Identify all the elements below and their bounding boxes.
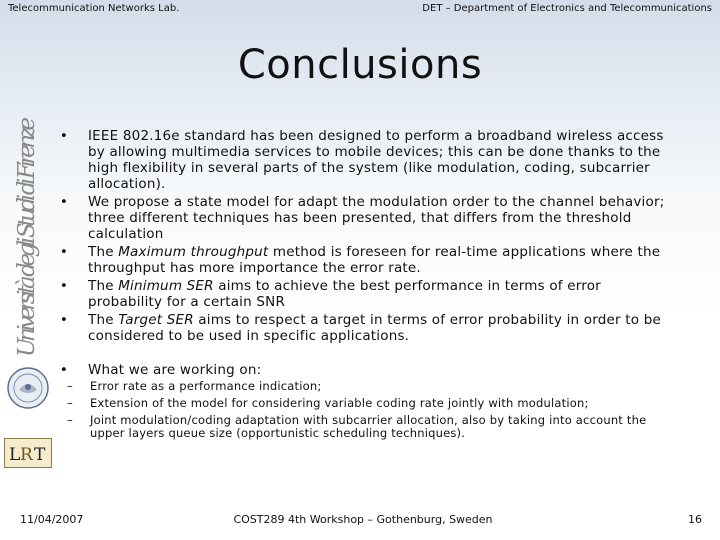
dash-marker: –	[67, 413, 73, 427]
bullet-marker: •	[59, 128, 69, 144]
bullet-text: aims to respect a target in terms of error probability in order to be considered to be used in specific applications.	[88, 312, 661, 344]
bullet-text: The	[88, 278, 119, 294]
working-sub-item	[58, 380, 668, 393]
university-name: Università degli Studi di Firenze	[14, 117, 40, 357]
header-lab-name: Telecommunication Networks Lab.	[8, 3, 180, 14]
footer-event: COST289 4th Workshop – Gothenburg, Sweden	[233, 513, 493, 526]
slide-content	[58, 128, 668, 444]
bullet-marker: •	[59, 362, 69, 378]
footer-date: 11/04/2007	[20, 513, 84, 526]
bullet-item	[58, 128, 668, 192]
university-seal-logo	[6, 366, 50, 410]
bullet-marker: •	[59, 244, 69, 260]
header-department: DET – Department of Electronics and Telecommunications	[422, 3, 712, 14]
svg-text:T: T	[34, 445, 46, 465]
bullet-text: The	[88, 312, 119, 328]
bullet-item	[58, 278, 668, 310]
page-title: Conclusions	[237, 42, 483, 88]
svg-text:L: L	[9, 445, 21, 465]
working-sub-text: Extension of the model for considering variable coding rate jointly with modulation;	[90, 396, 589, 410]
working-sub-item	[58, 414, 668, 440]
svg-text:R: R	[20, 445, 33, 465]
dash-marker: –	[67, 379, 73, 393]
bullet-emphasis: Maximum throughput	[118, 244, 269, 260]
bullet-text: aims to achieve the best performance in terms of error probability for a certain SNR	[88, 278, 601, 310]
working-label: What we are working on:	[88, 362, 262, 378]
bullet-marker: •	[59, 312, 69, 328]
conclusions-bullet-list	[58, 128, 668, 344]
page-number: 16	[688, 513, 702, 526]
bullet-marker: •	[59, 194, 69, 210]
lab-logo	[4, 438, 52, 468]
bullet-emphasis: Target SER	[118, 312, 194, 328]
bullet-item	[58, 312, 668, 344]
working-sub-list	[58, 380, 668, 440]
bullet-marker: •	[59, 278, 69, 294]
working-sub-text: Joint modulation/coding adaptation with subcarrier allocation, also by taking into account the upper layers queue size (opportunistic scheduling techniques).	[90, 413, 647, 440]
bullet-emphasis: Minimum SER	[118, 278, 214, 294]
bullet-text: We propose a state model for adapt the modulation order to the channel behavior; three different techniques has been presented, that differs from the threshold calculation	[88, 194, 665, 242]
university-vertical-logo	[10, 112, 44, 362]
dash-marker: –	[67, 396, 73, 410]
working-bullet	[58, 362, 668, 378]
bullet-text: method is foreseen for real-time applications where the throughput has more importance the error rate.	[88, 244, 661, 276]
working-sub-item	[58, 397, 668, 410]
bullet-text: The	[88, 244, 119, 260]
bullet-item	[58, 194, 668, 242]
bullet-text: IEEE 802.16e standard has been designed to perform a broadband wireless access by allowing multimedia services to mobile devices; this can be done thanks to the high flexibility in several parts of the system (like modulation, coding, subcarrier allocation).	[88, 128, 664, 192]
bullet-item	[58, 244, 668, 276]
working-sub-text: Error rate as a performance indication;	[90, 379, 322, 393]
